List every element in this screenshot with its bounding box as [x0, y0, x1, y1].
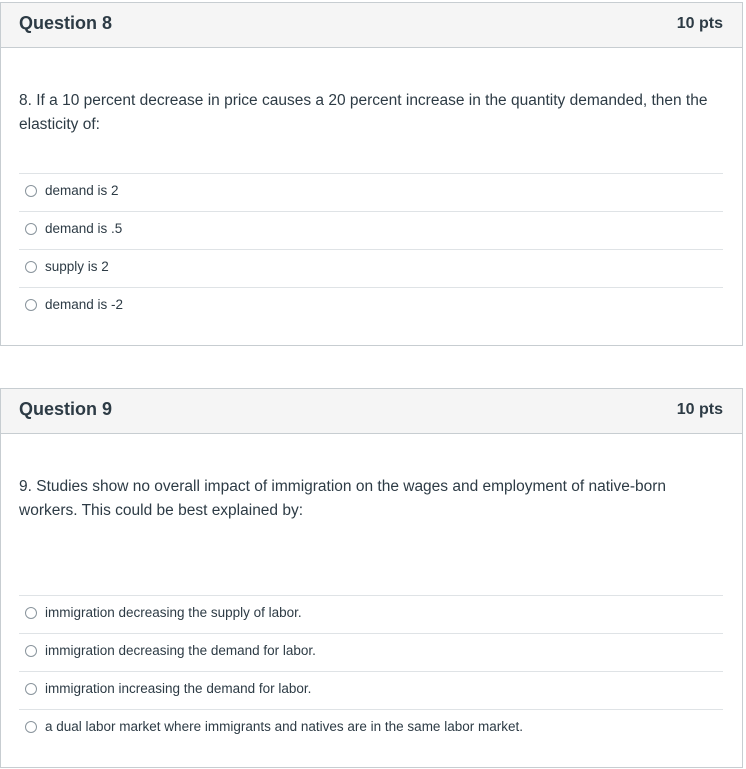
- question-9-card: [0, 388, 743, 768]
- answer-option[interactable]: [19, 287, 723, 325]
- radio-button-icon[interactable]: [25, 261, 37, 273]
- radio-button-icon[interactable]: [25, 299, 37, 311]
- question-header: [1, 389, 742, 434]
- answer-label[interactable]: immigration decreasing the demand for labor.: [45, 643, 316, 658]
- radio-button-icon[interactable]: [25, 607, 37, 619]
- radio-button-icon[interactable]: [25, 185, 37, 197]
- radio-button-icon[interactable]: [25, 223, 37, 235]
- answer-option[interactable]: [19, 709, 723, 747]
- answer-label[interactable]: a dual labor market where immigrants and natives are in the same labor market.: [45, 719, 523, 734]
- answer-label[interactable]: immigration increasing the demand for labor.: [45, 681, 312, 696]
- question-text: 8. If a 10 percent decrease in price causes a 20 percent increase in the quantity demanded, then the elasticity of:: [19, 92, 708, 133]
- question-title: Question 8: [19, 13, 113, 33]
- answer-label[interactable]: demand is 2: [45, 183, 119, 198]
- question-points: 10 pts: [676, 15, 723, 32]
- answer-option[interactable]: [19, 595, 723, 633]
- answer-option[interactable]: [19, 173, 723, 211]
- answer-option[interactable]: [19, 249, 723, 287]
- answer-label[interactable]: demand is .5: [45, 221, 123, 236]
- answer-label[interactable]: demand is -2: [45, 297, 124, 312]
- question-text: 9. Studies show no overall impact of immigration on the wages and employment of native-born workers. This could be best explained by:: [19, 478, 667, 519]
- answer-option[interactable]: [19, 633, 723, 671]
- radio-button-icon[interactable]: [25, 645, 37, 657]
- question-points: 10 pts: [676, 401, 723, 418]
- answer-label[interactable]: immigration decreasing the supply of labor.: [45, 605, 302, 620]
- radio-button-icon[interactable]: [25, 683, 37, 695]
- question-title: Question 9: [19, 399, 113, 419]
- answer-option[interactable]: [19, 211, 723, 249]
- answer-option[interactable]: [19, 671, 723, 709]
- answer-label[interactable]: supply is 2: [45, 259, 109, 274]
- answer-list: [19, 595, 723, 747]
- question-header: [1, 3, 742, 48]
- answer-list: [19, 173, 723, 325]
- radio-button-icon[interactable]: [25, 721, 37, 733]
- question-8-card: [0, 2, 743, 346]
